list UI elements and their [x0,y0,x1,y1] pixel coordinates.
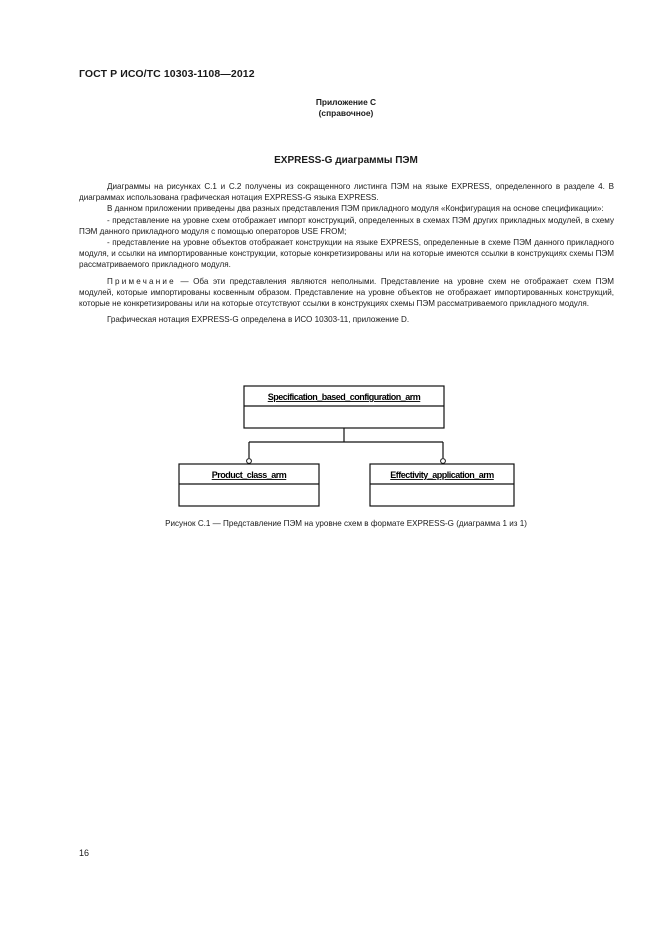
paragraph-4: - представление на уровне объектов отображает конструкции на языке EXPRESS, определенные в схеме ПЭМ данного прикладного модуля, и ссылки на импортированные конструкции, которые конкретизированы или на которые имеются ссылки в конструкциях схемы ПЭМ рассматриваемого прикладного модуля. [79,238,614,270]
figure-caption: Рисунок С.1 — Представление ПЭМ на уровне схем в формате EXPRESS-G (диаграмма 1 из 1) [165,519,527,528]
body-text [79,181,614,325]
document-header: ГОСТ Р ИСО/ТС 10303-1108—2012 [79,68,255,80]
page-number: 16 [79,848,90,858]
left-ref-circle [247,459,252,464]
express-g-diagram [0,380,661,515]
paragraph-2: В данном приложении приведены два разных представления ПЭМ прикладного модуля «Конфигурация на основе спецификации»: [107,204,604,214]
paragraph-1: Диаграммы на рисунках С.1 и С.2 получены из сокращенного листинга ПЭМ на языке EXPRESS, определенного в разделе 4. В диаграммах использована графическая нотация EXPRESS-G языка EXPRESS. [79,182,614,203]
note-paragraph [79,276,614,310]
annex-subtitle: (справочное) [318,108,374,118]
annex-title: Приложение С [315,97,377,107]
note-label: Примечание [107,276,176,286]
left-box-label: Product_class_arm [211,470,287,480]
top-box-label: Specification_based_configuration_arm [267,392,421,402]
notation-reference: Графическая нотация EXPRESS-G определена в ИСО 10303-11, приложение D. [107,315,410,325]
note-text: — Оба эти представления являются неполными. Представление на уровне схем не отображает схем ПЭМ модулей, которые импортированы косвенным образом. Представление на уровне объектов не отображает импортированных конструкций, которые не конкретизированы или на которые отсутствуют ссылки в конструкциях схемы ПЭМ рассматриваемого прикладного модуля. [79,276,614,309]
right-ref-circle [441,459,446,464]
right-box-label: Effectivity_application_arm [390,470,494,480]
paragraph-3: - представление на уровне схем отображает импорт конструкций, определенных в схемах ПЭМ других прикладных модулей, в схему ПЭМ данного прикладного модуля с помощью операторов USE FROM; [79,215,614,236]
section-title: EXPRESS-G диаграммы ПЭМ [274,155,418,166]
